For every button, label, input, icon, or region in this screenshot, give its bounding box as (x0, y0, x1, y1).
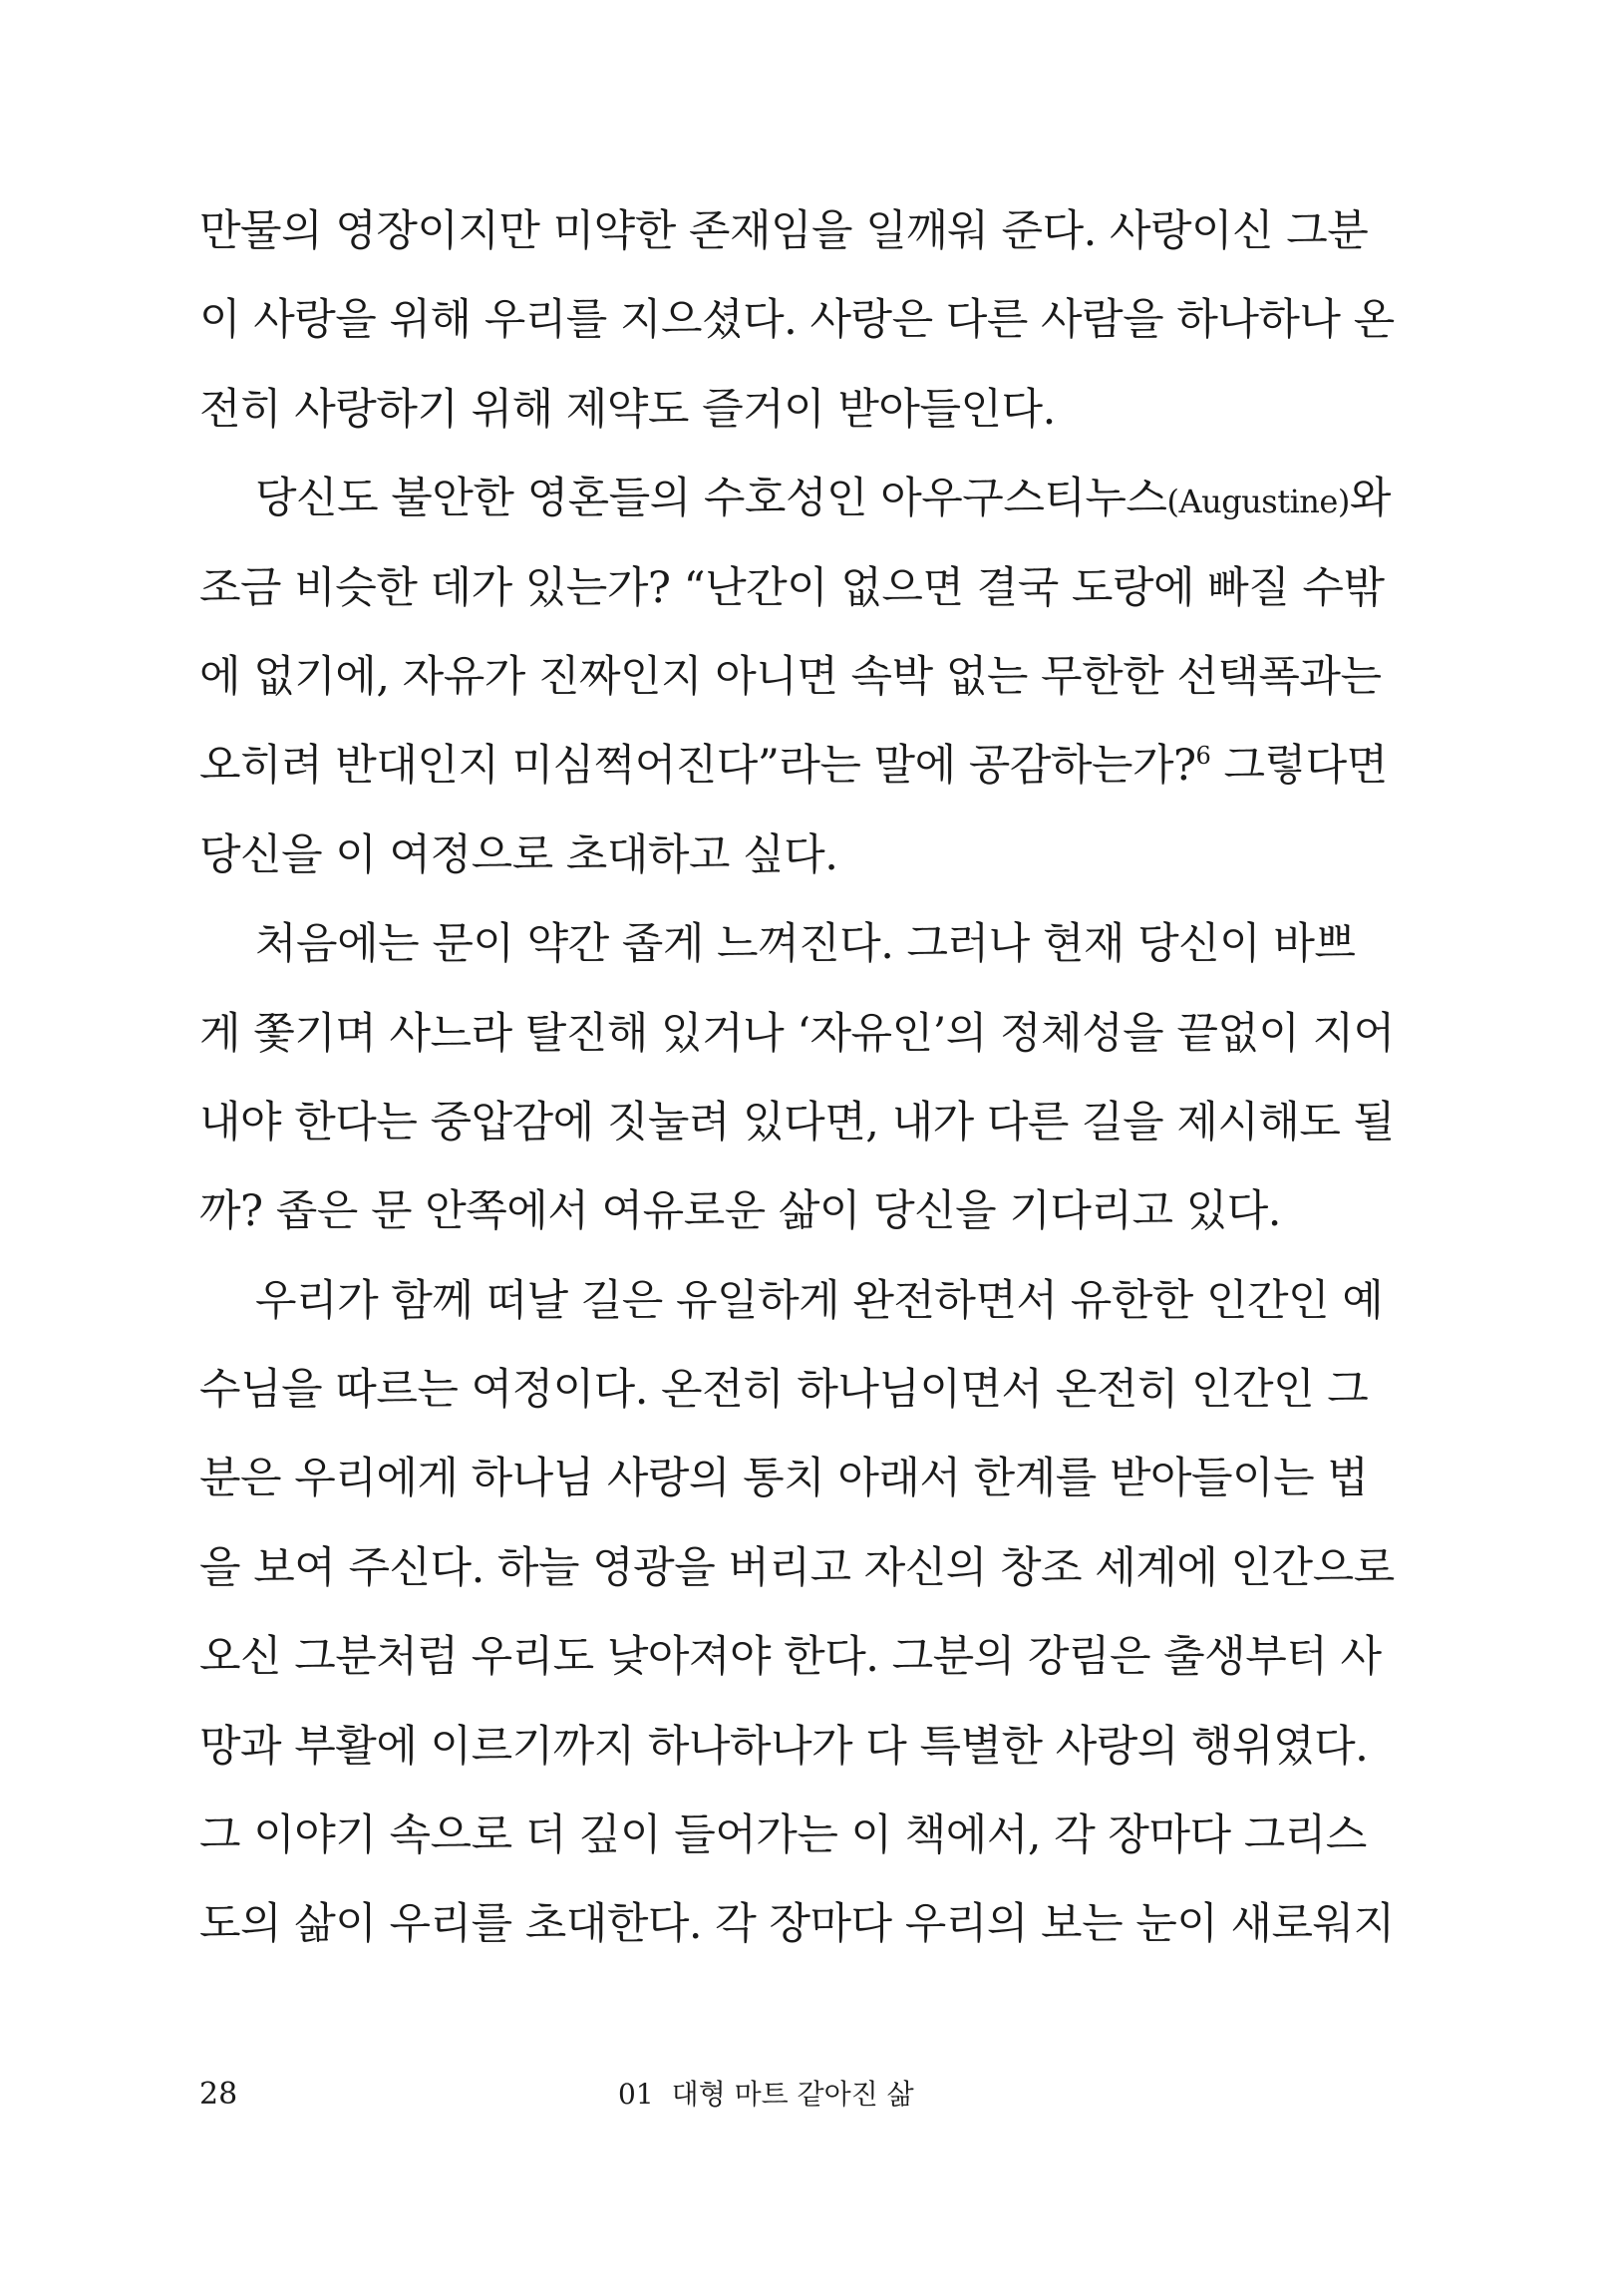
text-line: 도의 삶이 우리를 초대한다. 각 장마다 우리의 보는 눈이 새로워지 (199, 1899, 1395, 1950)
running-head (618, 2070, 914, 2120)
text-line: 처음에는 문이 약간 좁게 느껴진다. 그러나 현재 당신이 바쁘 (255, 919, 1356, 970)
text-line: 당신을 이 여정으로 초대하고 싶다. (199, 829, 838, 880)
text-segment: 오히려 반대인지 미심쩍어진다”라는 말에 공감하는가? (199, 741, 1196, 792)
text-line (199, 455, 1391, 543)
text-line: 만물의 영장이지만 미약한 존재임을 일깨워 준다. 사랑이신 그분 (199, 206, 1369, 256)
text-segment: 당신도 불안한 영혼들의 수호성인 아우구스티누스 (255, 474, 1167, 524)
text-line: 망과 부활에 이르기까지 하나하나가 다 특별한 사랑의 행위였다. (199, 1721, 1369, 1772)
footnote-marker: 6 (1195, 742, 1211, 771)
text-line: 수님을 따르는 여정이다. 온전히 하나님이면서 온전히 인간인 그 (199, 1365, 1369, 1416)
chapter-number: 01 (618, 2078, 654, 2111)
body-text (199, 187, 1395, 1970)
text-line: 조금 비슷한 데가 있는가? “난간이 없으면 결국 도랑에 빠질 수밖 (199, 562, 1385, 613)
text-line: 내야 한다는 중압감에 짓눌려 있다면, 내가 다른 길을 제시해도 될 (199, 1097, 1395, 1148)
text-line: 오신 그분처럼 우리도 낮아져야 한다. 그분의 강림은 출생부터 사 (199, 1632, 1382, 1683)
chapter-title: 대형 마트 같아진 삶 (671, 2078, 914, 2111)
page-number: 28 (199, 2077, 238, 2112)
text-line: 분은 우리에게 하나님 사랑의 통치 아래서 한계를 받아들이는 법 (199, 1454, 1369, 1504)
original-name-annotation: (Augustine) (1166, 483, 1350, 521)
text-line: 게 쫓기며 사느라 탈진해 있거나 ‘자유인’의 정체성을 끝없이 지어 (199, 1008, 1395, 1059)
text-line: 그 이야기 속으로 더 깊이 들어가는 이 책에서, 각 장마다 그리스 (199, 1810, 1367, 1861)
text-line: 에 없기에, 자유가 진짜인지 아니면 속박 없는 무한한 선택폭과는 (199, 651, 1382, 702)
text-line: 우리가 함께 떠날 길은 유일하게 완전하면서 유한한 인간인 예 (255, 1275, 1384, 1326)
text-line: 까? 좁은 문 안쪽에서 여유로운 삶이 당신을 기다리고 있다. (199, 1186, 1281, 1237)
text-line: 을 보여 주신다. 하늘 영광을 버리고 자신의 창조 세계에 인간으로 (199, 1542, 1395, 1593)
page-footer (199, 2070, 1316, 2120)
text-line: 전히 사랑하기 위해 제약도 즐거이 받아들인다. (199, 384, 1056, 435)
text-line: 이 사랑을 위해 우리를 지으셨다. 사랑은 다른 사람을 하나하나 온 (199, 295, 1395, 346)
text-segment: 와 (1349, 474, 1391, 524)
text-line (199, 722, 1388, 811)
text-segment: 그렇다면 (1210, 741, 1388, 792)
